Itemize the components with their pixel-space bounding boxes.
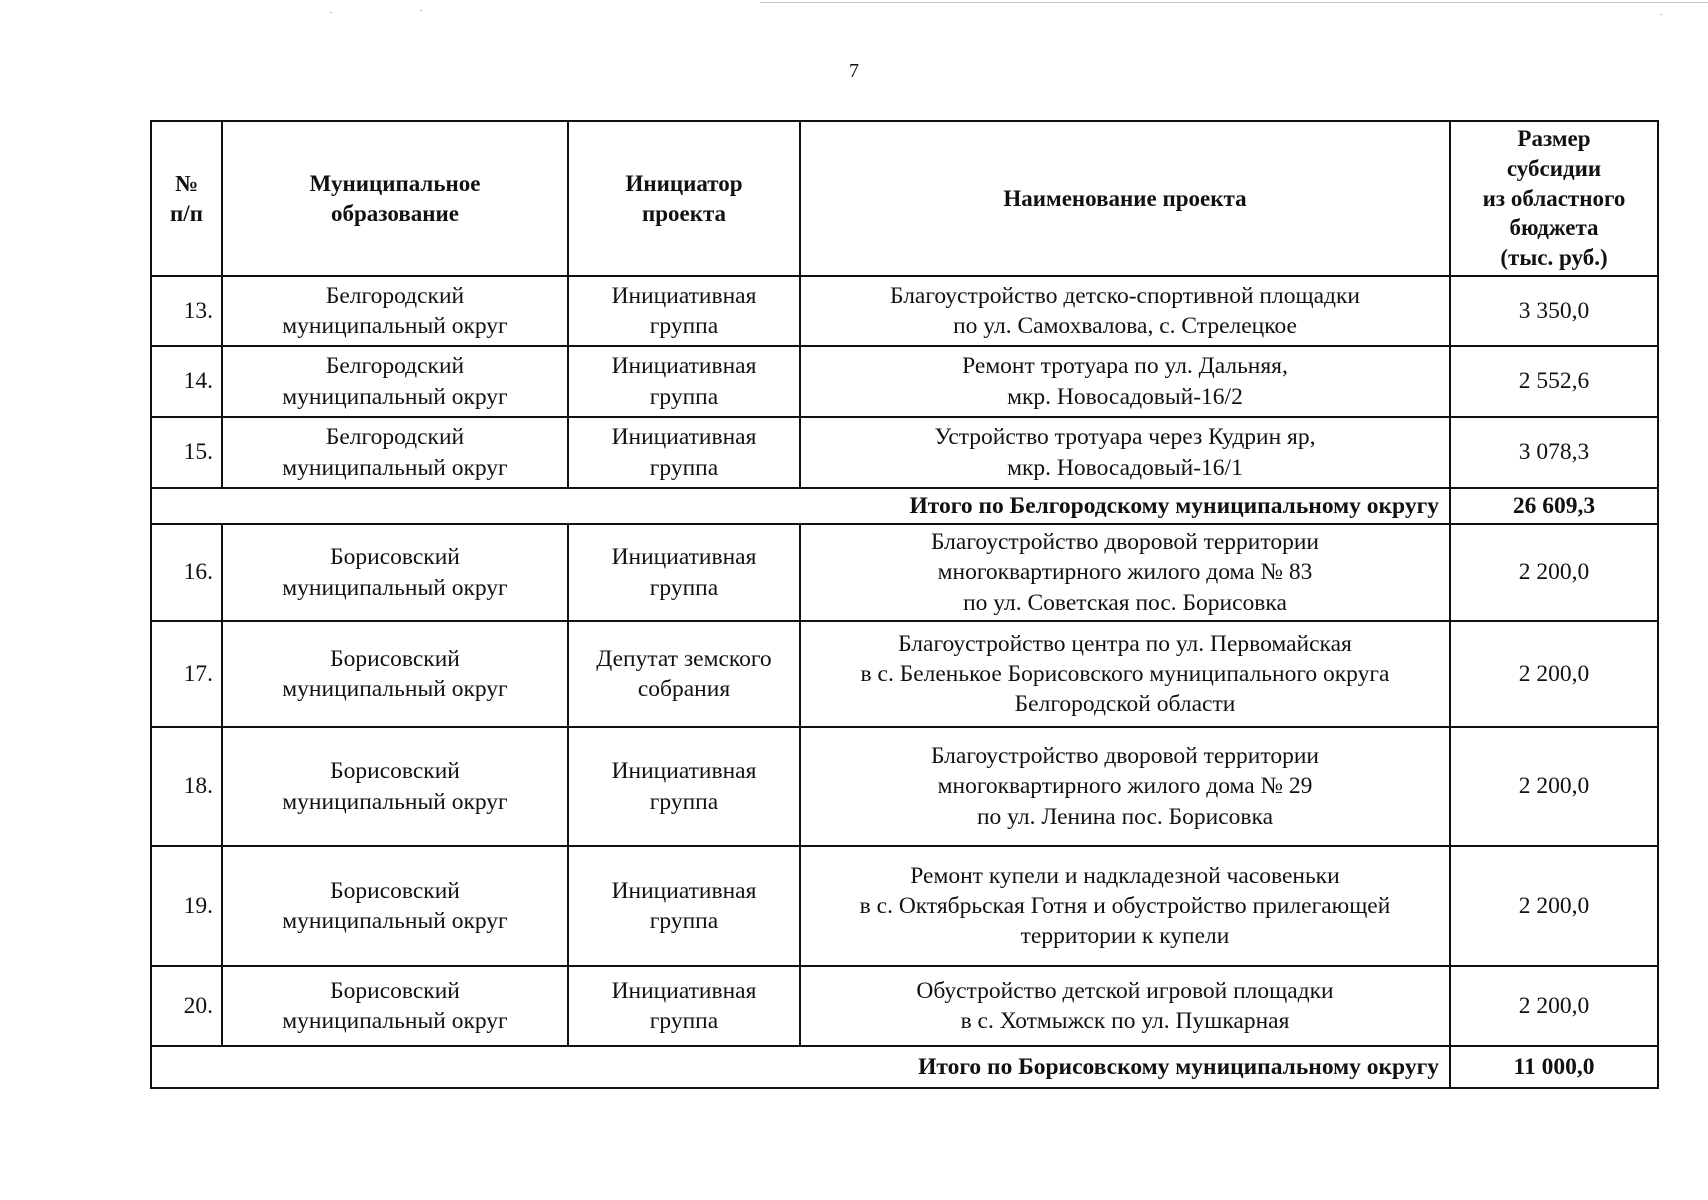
table-row	[151, 346, 1658, 417]
table-header-row	[151, 121, 1658, 276]
table-row	[151, 417, 1658, 488]
total-row-borisov	[151, 1046, 1658, 1088]
table-row	[151, 727, 1658, 846]
row-number: 19.	[151, 846, 222, 966]
total-label: Итого по Борисовскому муниципальному округу	[151, 1046, 1450, 1088]
header-subsidy: Размер субсидии из областного бюджета (тыс. руб.)	[1450, 121, 1658, 276]
total-value: 26 609,3	[1450, 488, 1658, 524]
row-number: 17.	[151, 621, 222, 727]
row-number: 14.	[151, 346, 222, 417]
row-number: 15.	[151, 417, 222, 488]
table-row	[151, 524, 1658, 621]
total-value: 11 000,0	[1450, 1046, 1658, 1088]
row-municipality: Борисовский муниципальный округ	[222, 846, 568, 966]
scan-artifact-speck	[420, 10, 422, 11]
row-number: 18.	[151, 727, 222, 846]
table-row	[151, 276, 1658, 346]
scan-artifact-speck	[330, 12, 332, 13]
page-number: 7	[849, 60, 859, 82]
row-amount: 2 200,0	[1450, 846, 1658, 966]
total-label: Итого по Белгородскому муниципальному округу	[151, 488, 1450, 524]
row-amount: 2 200,0	[1450, 727, 1658, 846]
row-project: Благоустройство дворовой территории многоквартирного жилого дома № 29 по ул. Ленина пос. Борисовка	[800, 727, 1450, 846]
row-amount: 3 078,3	[1450, 417, 1658, 488]
projects-table	[150, 120, 1659, 1089]
row-project: Благоустройство центра по ул. Первомайская в с. Беленькое Борисовского муниципального округа Белгородской области	[800, 621, 1450, 727]
row-municipality: Борисовский муниципальный округ	[222, 524, 568, 621]
row-municipality: Белгородский муниципальный округ	[222, 417, 568, 488]
header-municipality: Муниципальное образование	[222, 121, 568, 276]
row-initiator: Депутат земского собрания	[568, 621, 800, 727]
row-municipality: Борисовский муниципальный округ	[222, 621, 568, 727]
row-initiator: Инициативная группа	[568, 346, 800, 417]
header-num: № п/п	[151, 121, 222, 276]
row-amount: 2 200,0	[1450, 524, 1658, 621]
row-project: Устройство тротуара через Кудрин яр, мкр. Новосадовый-16/1	[800, 417, 1450, 488]
scan-artifact-speck	[1660, 14, 1662, 15]
row-amount: 2 200,0	[1450, 621, 1658, 727]
header-project: Наименование проекта	[800, 121, 1450, 276]
row-project: Благоустройство детско-спортивной площадки по ул. Самохвалова, с. Стрелецкое	[800, 276, 1450, 346]
row-municipality: Белгородский муниципальный округ	[222, 346, 568, 417]
row-initiator: Инициативная группа	[568, 846, 800, 966]
row-municipality: Белгородский муниципальный округ	[222, 276, 568, 346]
row-amount: 2 200,0	[1450, 966, 1658, 1046]
table-row	[151, 966, 1658, 1046]
row-number: 20.	[151, 966, 222, 1046]
row-initiator: Инициативная группа	[568, 417, 800, 488]
row-municipality: Борисовский муниципальный округ	[222, 966, 568, 1046]
row-initiator: Инициативная группа	[568, 276, 800, 346]
scan-artifact-line	[760, 2, 1708, 3]
row-project: Обустройство детской игровой площадки в с. Хотмыжск по ул. Пушкарная	[800, 966, 1450, 1046]
table-row	[151, 621, 1658, 727]
row-initiator: Инициативная группа	[568, 727, 800, 846]
row-project: Благоустройство дворовой территории многоквартирного жилого дома № 83 по ул. Советская пос. Борисовка	[800, 524, 1450, 621]
total-row-belgorod	[151, 488, 1658, 524]
header-initiator: Инициатор проекта	[568, 121, 800, 276]
row-municipality: Борисовский муниципальный округ	[222, 727, 568, 846]
row-number: 16.	[151, 524, 222, 621]
row-initiator: Инициативная группа	[568, 966, 800, 1046]
table-row	[151, 846, 1658, 966]
row-project: Ремонт тротуара по ул. Дальняя, мкр. Новосадовый-16/2	[800, 346, 1450, 417]
row-amount: 3 350,0	[1450, 276, 1658, 346]
row-number: 13.	[151, 276, 222, 346]
row-project: Ремонт купели и надкладезной часовеньки в с. Октябрьская Готня и обустройство прилегающей территории к купели	[800, 846, 1450, 966]
row-initiator: Инициативная группа	[568, 524, 800, 621]
row-amount: 2 552,6	[1450, 346, 1658, 417]
